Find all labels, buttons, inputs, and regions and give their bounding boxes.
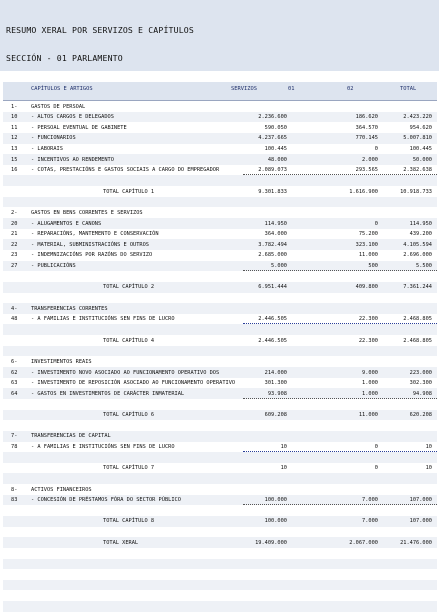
section-title: SECCIÓN - 01 PARLAMENTO — [6, 53, 123, 63]
table-row — [3, 378, 437, 389]
table-row — [3, 239, 437, 250]
row-total-label: TOTAL CAPÍTULO 2 — [103, 284, 155, 291]
row-total-amount: 10 — [425, 465, 432, 472]
table-row — [3, 154, 437, 165]
row-total-amount: 10 — [425, 444, 432, 450]
table-row — [3, 388, 437, 399]
row-description: - MATERIAL, SUBMINISTRACIÓNS E OUTROS — [31, 241, 149, 248]
row-total-label: TOTAL CAPÍTULO 6 — [103, 412, 155, 419]
row-code: 62 — [11, 369, 18, 376]
row-code: 64 — [11, 390, 18, 397]
row-code: 22 — [11, 241, 18, 248]
row-code: 10 — [11, 114, 18, 121]
row-description: GASTOS EN BENS CORRENTES E SERVIZOS — [31, 209, 143, 216]
row-code: 1- — [11, 103, 18, 110]
row-description: - INVESTIMENTO NOVO ASOCIADO AO FUNCIONAMENTO OPERATIVO DOS — [31, 369, 220, 376]
row-service-02-amount: 9.000 — [362, 369, 378, 376]
row-service-02-amount: 1.000 — [362, 390, 378, 397]
table-row — [3, 112, 437, 123]
row-service-01-amount: 301.300 — [264, 380, 287, 387]
row-description: TRANSFERENCIAS DE CAPITAL — [31, 433, 111, 440]
row-service-02-amount: 186.620 — [355, 114, 378, 121]
row-code: 83 — [11, 497, 18, 504]
row-total-amount: 107.000 — [409, 518, 432, 525]
row-service-01-amount: 100.000 — [264, 518, 287, 525]
table-row — [3, 495, 437, 506]
row-code: 12 — [11, 135, 18, 142]
row-description: - ALTOS CARGOS E DELEGADOS — [31, 114, 114, 121]
table-row — [3, 303, 437, 314]
row-description: - PUBLICACIÓNS — [31, 263, 76, 270]
spacer-row — [3, 527, 437, 538]
total-row — [3, 537, 437, 548]
table-row — [3, 250, 437, 261]
table-body — [3, 101, 437, 612]
table-row — [3, 218, 437, 229]
row-total-amount: 5.007.810 — [403, 135, 432, 142]
table-row — [3, 431, 437, 442]
row-service-01-amount: 364.000 — [264, 231, 287, 238]
row-code: 11 — [11, 124, 18, 131]
row-service-01-amount: 2.685.000 — [258, 252, 287, 259]
total-row — [3, 335, 437, 346]
spacer-row — [3, 399, 437, 410]
total-row — [3, 186, 437, 197]
row-description: - CONCESIÓN DE PRÉSTAMOS FÓRA DO SECTOR PÚBLICO — [31, 497, 181, 504]
row-service-01-amount: 93.908 — [267, 390, 287, 397]
spacer-row — [3, 548, 437, 559]
row-total-amount: 2.468.805 — [403, 316, 432, 323]
row-code: 2- — [11, 209, 18, 216]
row-description: - REPARACIÓNS, MANTEMENTO E CONSERVACIÓN — [31, 231, 159, 238]
row-total-amount: 302.300 — [409, 380, 432, 387]
table-row — [3, 207, 437, 218]
row-code: 27 — [11, 263, 18, 270]
row-service-02-amount: 1.000 — [362, 380, 378, 387]
row-service-01-amount: 609.208 — [264, 412, 287, 419]
table-row — [3, 122, 437, 133]
row-code: 21 — [11, 231, 18, 238]
row-service-02-amount: 409.800 — [355, 284, 378, 291]
spacer-row — [3, 346, 437, 357]
spacer-row — [3, 271, 437, 282]
row-description: - A FAMILIAS E INSTITUCIÓNS SEN FINS DE LUCRO — [31, 316, 175, 323]
row-total-amount: 439.200 — [409, 231, 432, 238]
row-service-01-amount: 2.236.600 — [258, 114, 287, 121]
row-code: 8- — [11, 486, 18, 493]
row-service-01-amount: 2.446.505 — [258, 316, 287, 323]
column-header-services: SERVIZOS — [231, 86, 257, 92]
spacer-row — [3, 601, 437, 612]
row-code: 23 — [11, 252, 18, 259]
column-header-row — [3, 82, 437, 101]
row-total-label: TOTAL XERAL — [103, 539, 139, 546]
row-description: INVESTIMENTOS REAIS — [31, 358, 92, 365]
row-total-amount: 10.918.733 — [400, 188, 432, 195]
row-total-amount: 4.105.594 — [403, 241, 432, 248]
row-service-02-amount: 2.000 — [362, 156, 378, 163]
table-row — [3, 314, 437, 325]
report-header — [0, 0, 439, 71]
report-title: RESUMO XERAL POR SERVIZOS E CAPÍTULOS — [6, 25, 194, 35]
column-header-service-01: 01 — [288, 86, 295, 92]
row-total-label: TOTAL CAPÍTULO 8 — [103, 518, 155, 525]
row-service-02-amount: 11.000 — [358, 252, 378, 259]
row-total-amount: 2.423.220 — [403, 114, 432, 121]
row-code: 78 — [11, 444, 18, 450]
row-service-02-amount: 0 — [374, 146, 378, 153]
spacer-row — [3, 293, 437, 304]
column-header-chapters: CAPÍTULOS E ARTIGOS — [31, 86, 93, 92]
row-total-amount: 21.476.000 — [400, 539, 432, 546]
row-service-02-amount: 22.300 — [358, 337, 378, 344]
spacer-row — [3, 559, 437, 570]
row-service-01-amount: 6.951.444 — [258, 284, 287, 291]
row-description: - INVESTIMENTO DE REPOSICIÓN ASOCIADO AO FUNCIONAMENTO OPERATIVO — [31, 380, 236, 387]
row-service-01-amount: 10 — [280, 465, 287, 472]
row-description: ACTIVOS FINANCEIROS — [31, 486, 92, 493]
row-total-amount: 100.445 — [409, 146, 432, 153]
row-code: 4- — [11, 305, 18, 312]
row-service-02-amount: 22.300 — [358, 316, 378, 323]
table-row — [3, 484, 437, 495]
row-service-01-amount: 590.050 — [264, 124, 287, 131]
summary-table — [3, 82, 437, 612]
row-total-label: TOTAL CAPÍTULO 7 — [103, 465, 155, 472]
row-description: GASTOS DE PERSOAL — [31, 103, 86, 110]
row-total-amount: 5.500 — [416, 263, 432, 270]
spacer-row — [3, 505, 437, 516]
row-service-01-amount: 48.000 — [267, 156, 287, 163]
spacer-row — [3, 175, 437, 186]
row-total-amount: 2.696.000 — [403, 252, 432, 259]
total-row — [3, 282, 437, 293]
row-service-02-amount: 0 — [374, 220, 378, 227]
row-service-01-amount: 2.089.073 — [258, 167, 287, 174]
total-row — [3, 516, 437, 527]
row-total-amount: 94.908 — [412, 390, 432, 397]
row-total-label: TOTAL CAPÍTULO 4 — [103, 337, 155, 344]
total-row — [3, 410, 437, 421]
row-description: TRANSFERENCIAS CORRENTES — [31, 305, 108, 312]
row-total-label: TOTAL CAPÍTULO 1 — [103, 188, 155, 195]
row-service-02-amount: 770.145 — [355, 135, 378, 142]
row-total-amount: 2.382.638 — [403, 167, 432, 174]
row-service-02-amount: 2.067.000 — [349, 539, 378, 546]
spacer-row — [3, 473, 437, 484]
row-code: 20 — [11, 220, 18, 227]
row-total-amount: 2.468.805 — [403, 337, 432, 344]
column-header-service-02: 02 — [347, 86, 354, 92]
row-service-01-amount: 9.301.833 — [258, 188, 287, 195]
row-service-02-amount: 0 — [374, 444, 378, 450]
row-description: - GASTOS EN INVESTIMENTOS DE CARÁCTER INMATERIAL — [31, 390, 185, 397]
row-description: - INDEMNIZACIÓNS POR RAZÓNS DO SERVIZO — [31, 252, 153, 259]
row-total-amount: 954.620 — [409, 124, 432, 131]
row-service-01-amount: 100.445 — [264, 146, 287, 153]
spacer-row — [3, 580, 437, 591]
row-code: 15 — [11, 156, 18, 163]
row-service-02-amount: 7.000 — [362, 497, 378, 504]
table-row — [3, 367, 437, 378]
spacer-row — [3, 569, 437, 580]
spacer-row — [3, 324, 437, 335]
row-service-02-amount: 500 — [368, 263, 378, 270]
row-description: - LABORAIS — [31, 146, 63, 153]
table-row — [3, 144, 437, 155]
row-code: 48 — [11, 316, 18, 323]
row-description: - ALUGAMENTOS E CANONS — [31, 220, 102, 227]
row-service-01-amount: 100.000 — [264, 497, 287, 504]
row-service-02-amount: 7.000 — [362, 518, 378, 525]
column-header-total: TOTAL — [400, 86, 417, 92]
table-row — [3, 356, 437, 367]
row-service-01-amount: 10 — [280, 444, 287, 450]
row-description: - PERSOAL EVENTUAL DE GABINETE — [31, 124, 127, 131]
spacer-row — [3, 452, 437, 463]
row-code: 16 — [11, 167, 18, 174]
table-row — [3, 229, 437, 240]
row-code: 6- — [11, 358, 18, 365]
row-description: - COTAS, PRESTACIÓNS E GASTOS SOCIAIS A CARGO DO EMPREGADOR — [31, 167, 220, 174]
row-total-amount: 7.361.244 — [403, 284, 432, 291]
row-service-02-amount: 75.200 — [358, 231, 378, 238]
total-row — [3, 463, 437, 474]
row-service-01-amount: 4.237.665 — [258, 135, 287, 142]
row-description: - A FAMILIAS E INSTITUCIÓNS SEN FINS DE LUCRO — [31, 444, 175, 450]
row-service-01-amount: 2.446.505 — [258, 337, 287, 344]
row-total-amount: 223.000 — [409, 369, 432, 376]
row-service-02-amount: 323.100 — [355, 241, 378, 248]
row-total-amount: 50.000 — [412, 156, 432, 163]
spacer-row — [3, 420, 437, 431]
row-total-amount: 620.208 — [409, 412, 432, 419]
table-row — [3, 442, 437, 453]
table-row — [3, 133, 437, 144]
row-service-01-amount: 3.782.494 — [258, 241, 287, 248]
row-description: - INCENTIVOS AO RENDEMENTO — [31, 156, 114, 163]
row-code: 13 — [11, 146, 18, 153]
row-service-01-amount: 114.950 — [264, 220, 287, 227]
row-service-02-amount: 1.616.900 — [349, 188, 378, 195]
spacer-row — [3, 590, 437, 601]
row-service-01-amount: 19.409.000 — [255, 539, 287, 546]
row-service-01-amount: 214.000 — [264, 369, 287, 376]
table-row — [3, 261, 437, 272]
row-description: - FUNCIONARIOS — [31, 135, 76, 142]
table-row — [3, 101, 437, 112]
row-code: 7- — [11, 433, 18, 440]
spacer-row — [3, 197, 437, 208]
row-total-amount: 107.000 — [409, 497, 432, 504]
table-row — [3, 165, 437, 176]
row-code: 63 — [11, 380, 18, 387]
row-total-amount: 114.950 — [409, 220, 432, 227]
row-service-02-amount: 11.000 — [358, 412, 378, 419]
row-service-02-amount: 0 — [374, 465, 378, 472]
row-service-02-amount: 364.570 — [355, 124, 378, 131]
row-service-02-amount: 293.565 — [355, 167, 378, 174]
row-service-01-amount: 5.000 — [271, 263, 287, 270]
